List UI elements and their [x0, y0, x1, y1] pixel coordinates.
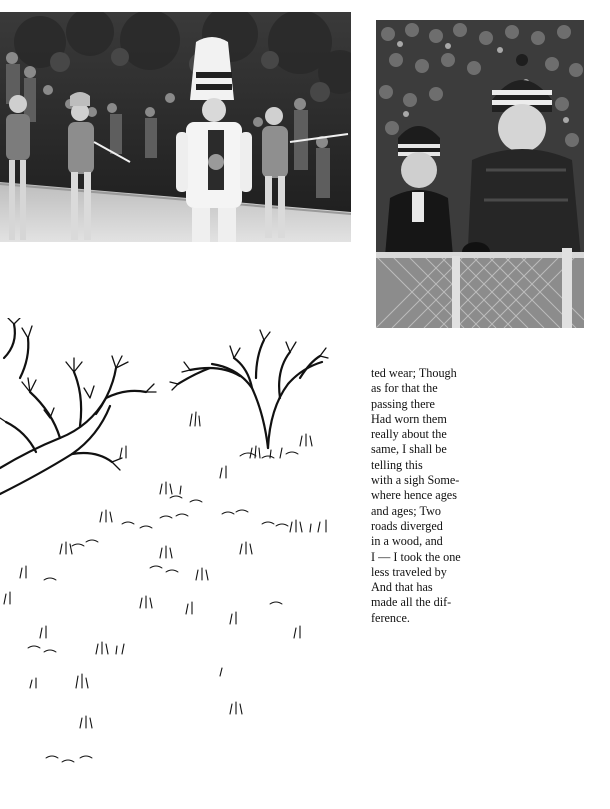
- spectators-photo: [376, 20, 584, 328]
- poem-line: made all the dif-: [371, 595, 452, 610]
- tree-sketch-illustration: [0, 318, 360, 788]
- poem-text: [371, 366, 501, 626]
- poem-line: ference.: [371, 610, 410, 625]
- poem-line: less traveled by: [371, 564, 447, 579]
- poem-line: and ages; Two: [371, 503, 441, 518]
- poem-line: where hence ages: [371, 488, 457, 503]
- tree-sketch-drawing: [0, 318, 360, 788]
- poem-line: And that has: [371, 580, 433, 595]
- poem-line: I — I took the one: [371, 549, 461, 564]
- poem-line: telling this: [371, 457, 423, 472]
- poem-line: as for that the: [371, 381, 438, 396]
- poem-line: passing there: [371, 396, 435, 411]
- poem-line: roads diverged: [371, 518, 443, 533]
- poem-line: in a wood, and: [371, 534, 443, 549]
- poem-line: really about the: [371, 427, 447, 442]
- marching-band-photo: [0, 12, 351, 242]
- marching-band-image: [0, 12, 351, 242]
- spectators-image: [376, 20, 584, 328]
- poem-line: ted wear; Though: [371, 366, 457, 380]
- poem-line: same, I shall be: [371, 442, 447, 457]
- poem-line: Had worn them: [371, 411, 447, 426]
- poem-line: with a sigh Some-: [371, 473, 460, 488]
